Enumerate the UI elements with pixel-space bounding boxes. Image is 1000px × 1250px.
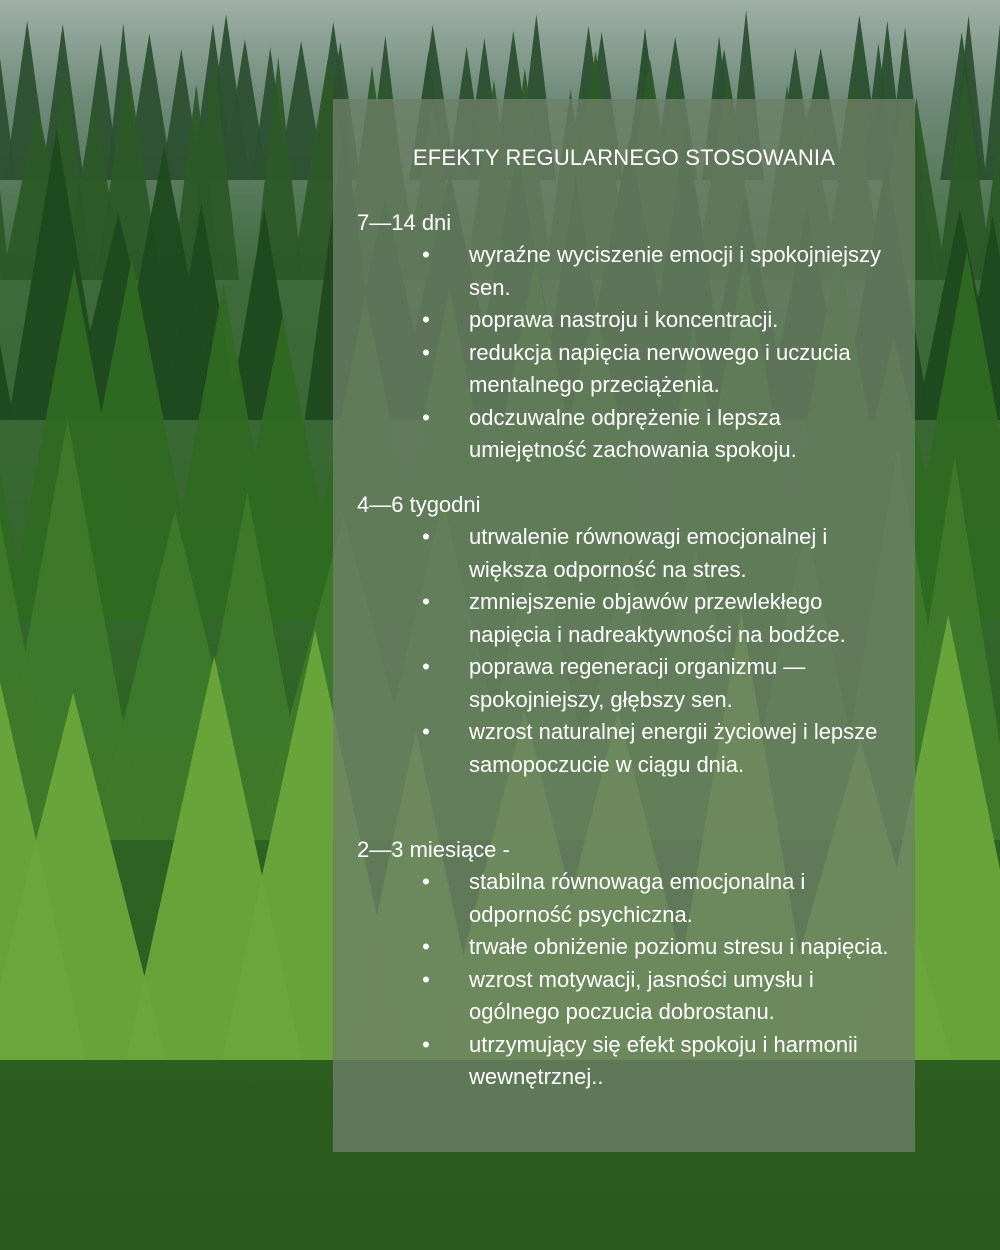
section-4-6-weeks (357, 489, 897, 781)
bullet-icon: • (422, 524, 430, 549)
section-heading: 4—6 tygodni (357, 492, 481, 517)
bullet-icon: • (422, 654, 430, 679)
bullet-list (357, 521, 897, 781)
effects-panel (333, 99, 915, 1152)
panel-title: EFEKTY REGULARNEGO STOSOWANIA (412, 145, 836, 170)
list-item: • redukcja napięcia nerwowego i uczucia mentalnego przeciążenia. (357, 337, 897, 402)
bullet-icon: • (422, 869, 430, 894)
list-item: • wyraźne wyciszenie emocji i spokojniejszy sen. (357, 239, 897, 304)
section-2-3-months (357, 834, 897, 1094)
bullet-list (357, 239, 897, 467)
list-item: • odczuwalne odprężenie i lepsza umiejętność zachowania spokoju. (357, 402, 897, 467)
bullet-icon: • (422, 934, 430, 959)
bullet-icon: • (422, 404, 430, 430)
bullet-icon: • (422, 307, 430, 332)
list-item: • poprawa regeneracji organizmu — spokojniejszy, głębszy sen. (357, 651, 897, 716)
list-item: • zmniejszenie objawów przewlekłego napięcia i nadreaktywności na bodźce. (357, 586, 897, 651)
list-item: • trwałe obniżenie poziomu stresu i napięcia. (357, 931, 897, 964)
bullet-icon: • (422, 719, 430, 744)
list-item: • utrzymujący się efekt spokoju i harmonii wewnętrznej.. (357, 1029, 897, 1094)
list-item: • stabilna równowaga emocjonalna i odporność psychiczna. (357, 866, 897, 931)
bullet-icon: • (422, 589, 430, 614)
bullet-icon: • (422, 242, 430, 267)
list-item: • poprawa nastroju i koncentracji. (357, 304, 897, 337)
bullet-list (357, 866, 897, 1094)
list-item: • wzrost motywacji, jasności umysłu i ogólnego poczucia dobrostanu. (357, 964, 897, 1029)
section-heading: 7—14 dni (357, 210, 452, 235)
bullet-icon: • (422, 966, 430, 992)
section-7-14-days (357, 207, 897, 467)
list-item: • utrwalenie równowagi emocjonalnej i większa odporność na stres. (357, 521, 897, 586)
list-item: • wzrost naturalnej energii życiowej i lepsze samopoczucie w ciągu dnia. (357, 716, 897, 781)
bullet-icon: • (422, 339, 430, 365)
bullet-icon: • (422, 1031, 430, 1057)
section-heading: 2—3 miesiące - (357, 837, 510, 862)
